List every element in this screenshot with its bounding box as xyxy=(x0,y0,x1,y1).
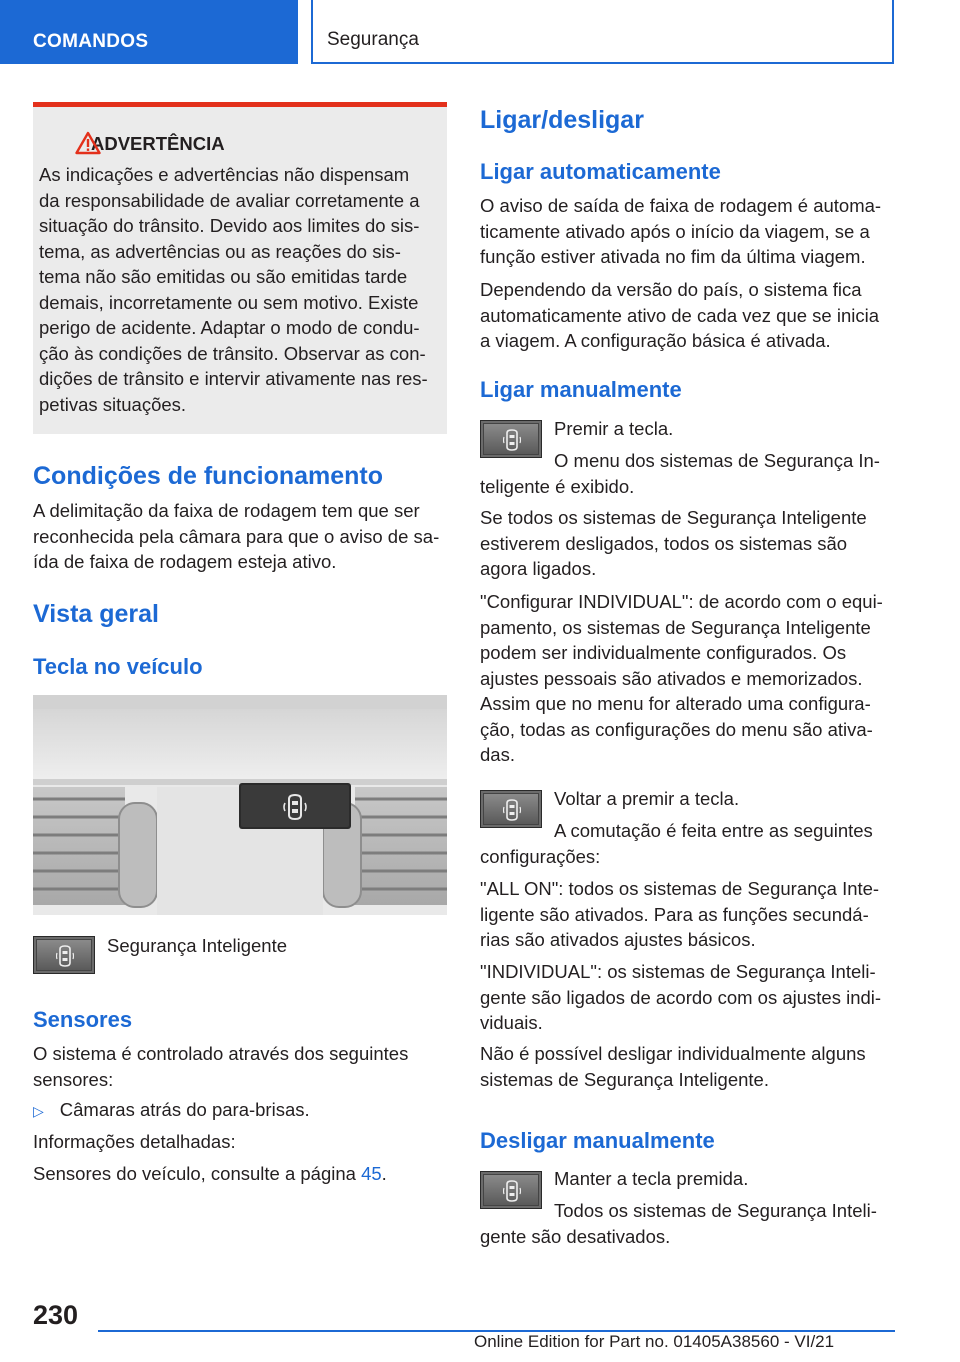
intelligent-safety-key-icon xyxy=(480,420,542,458)
manual-on-text-1: Se todos os sistemas de Segurança Inteligente estiverem desligados, todos os sistemas são agora ligados. xyxy=(480,507,867,579)
manual-on-step: Premir a tecla. xyxy=(554,418,674,439)
individual-text: "INDIVIDUAL": os sistemas de Segurança Inteli- gente são ligados de acordo com os ajustes indi- viduais. xyxy=(480,961,882,1033)
warning-title: ADVERTÊNCIA xyxy=(91,133,225,154)
warning-triangle-icon xyxy=(75,131,101,155)
intelligent-safety-key-icon xyxy=(480,1171,542,1209)
manual-on-text-2: "Configurar INDIVIDUAL": de acordo com o equi- pamento, os sistemas de Segurança Inteligente podem ser individualmente configurados. Os ajustes pessoais são ativados e memorizados. Assim que no menu for alterado uma configura- ção, todas as configurações do menu são ativa- das. xyxy=(480,591,883,765)
manual-off-step: Manter a tecla premida. xyxy=(554,1168,749,1189)
overview-heading: Vista geral xyxy=(33,600,160,628)
on-off-heading: Ligar/desligar xyxy=(480,106,644,134)
bullet-triangle-icon: ▷ xyxy=(33,1103,44,1119)
manual-on-step-result-cont: teligente é exibido. xyxy=(480,476,635,497)
press-again-result: A comutação é feita entre as seguintes xyxy=(554,820,873,841)
warning-text: As indicações e advertências não dispensam da responsabilidade de avaliar corretamente a situação do trânsito. Devido aos limites do sis- tema, as advertências ou as reações do sis- tema não são emitidas ou são emitidas tarde demais, incorretamente ou sem motivo. Existe perigo de acidente. Adaptar o modo de condu- ção às condições de trânsito. Observar as con- dições de trânsito e intervir ativamente nas res- petivas situações. xyxy=(39,164,428,415)
sensors-heading: Sensores xyxy=(33,1007,133,1032)
manual-off-heading: Desligar manualmente xyxy=(480,1128,715,1153)
manual-off-result: Todos os sistemas de Segurança Inteli- xyxy=(554,1200,877,1221)
details-label: Informações detalhadas: xyxy=(33,1131,236,1152)
press-again-step: Voltar a premir a tecla. xyxy=(554,788,740,809)
auto-on-text-1: O aviso de saída de faixa de rodagem é automa- ticamente ativado após o início da viagem, se a função estiver ativada no fim da última viagem. xyxy=(480,195,882,267)
sensor-bullet: ▷ Câmaras atrás do para-brisas. xyxy=(33,1099,310,1120)
manual-on-step-result: O menu dos sistemas de Segurança In- xyxy=(554,450,880,471)
conditions-heading: Condições de funcionamento xyxy=(33,462,384,490)
section-tab: COMANDOS xyxy=(0,0,298,64)
page-link[interactable]: 45 xyxy=(361,1163,382,1184)
edition-footer: Online Edition for Part no. 01405A38560 - VI/21 xyxy=(474,1332,835,1351)
all-on-text: "ALL ON": todos os sistemas de Segurança Inte- ligente são ativados. Para as funções secundá- rias são ativados ajustes básicos. xyxy=(480,878,880,950)
page-number: 230 xyxy=(33,1300,79,1330)
key-caption: Segurança Inteligente xyxy=(107,935,287,956)
intelligent-safety-key-icon xyxy=(33,936,95,974)
auto-on-heading: Ligar automaticamente xyxy=(480,159,721,184)
vehicle-key-illustration xyxy=(33,695,447,915)
conditions-text: A delimitação da faixa de rodagem tem que ser reconhecida pela câmara para que o aviso de sa- ída de faixa de rodagem esteja ativo. xyxy=(33,500,440,572)
sensors-reference: Sensores do veículo, consulte a página 45. xyxy=(33,1163,387,1184)
warning-box xyxy=(33,102,447,434)
press-again-result-cont: configurações: xyxy=(480,846,601,867)
intelligent-safety-key-icon xyxy=(480,790,542,828)
manual-on-heading: Ligar manualmente xyxy=(480,377,682,402)
auto-on-text-2: Dependendo da versão do país, o sistema fica automaticamente ativo de cada vez que se inicia a viagem. A configuração básica é ativada. xyxy=(480,279,880,351)
manual-off-result-cont: gente são desativados. xyxy=(480,1226,671,1247)
key-heading: Tecla no veículo xyxy=(33,654,203,679)
sensors-text: O sistema é controlado através dos seguintes sensores: xyxy=(33,1043,409,1090)
not-possible-text: Não é possível desligar individualmente alguns sistemas de Segurança Inteligente. xyxy=(480,1043,866,1090)
chapter-title: Segurança xyxy=(311,0,894,64)
